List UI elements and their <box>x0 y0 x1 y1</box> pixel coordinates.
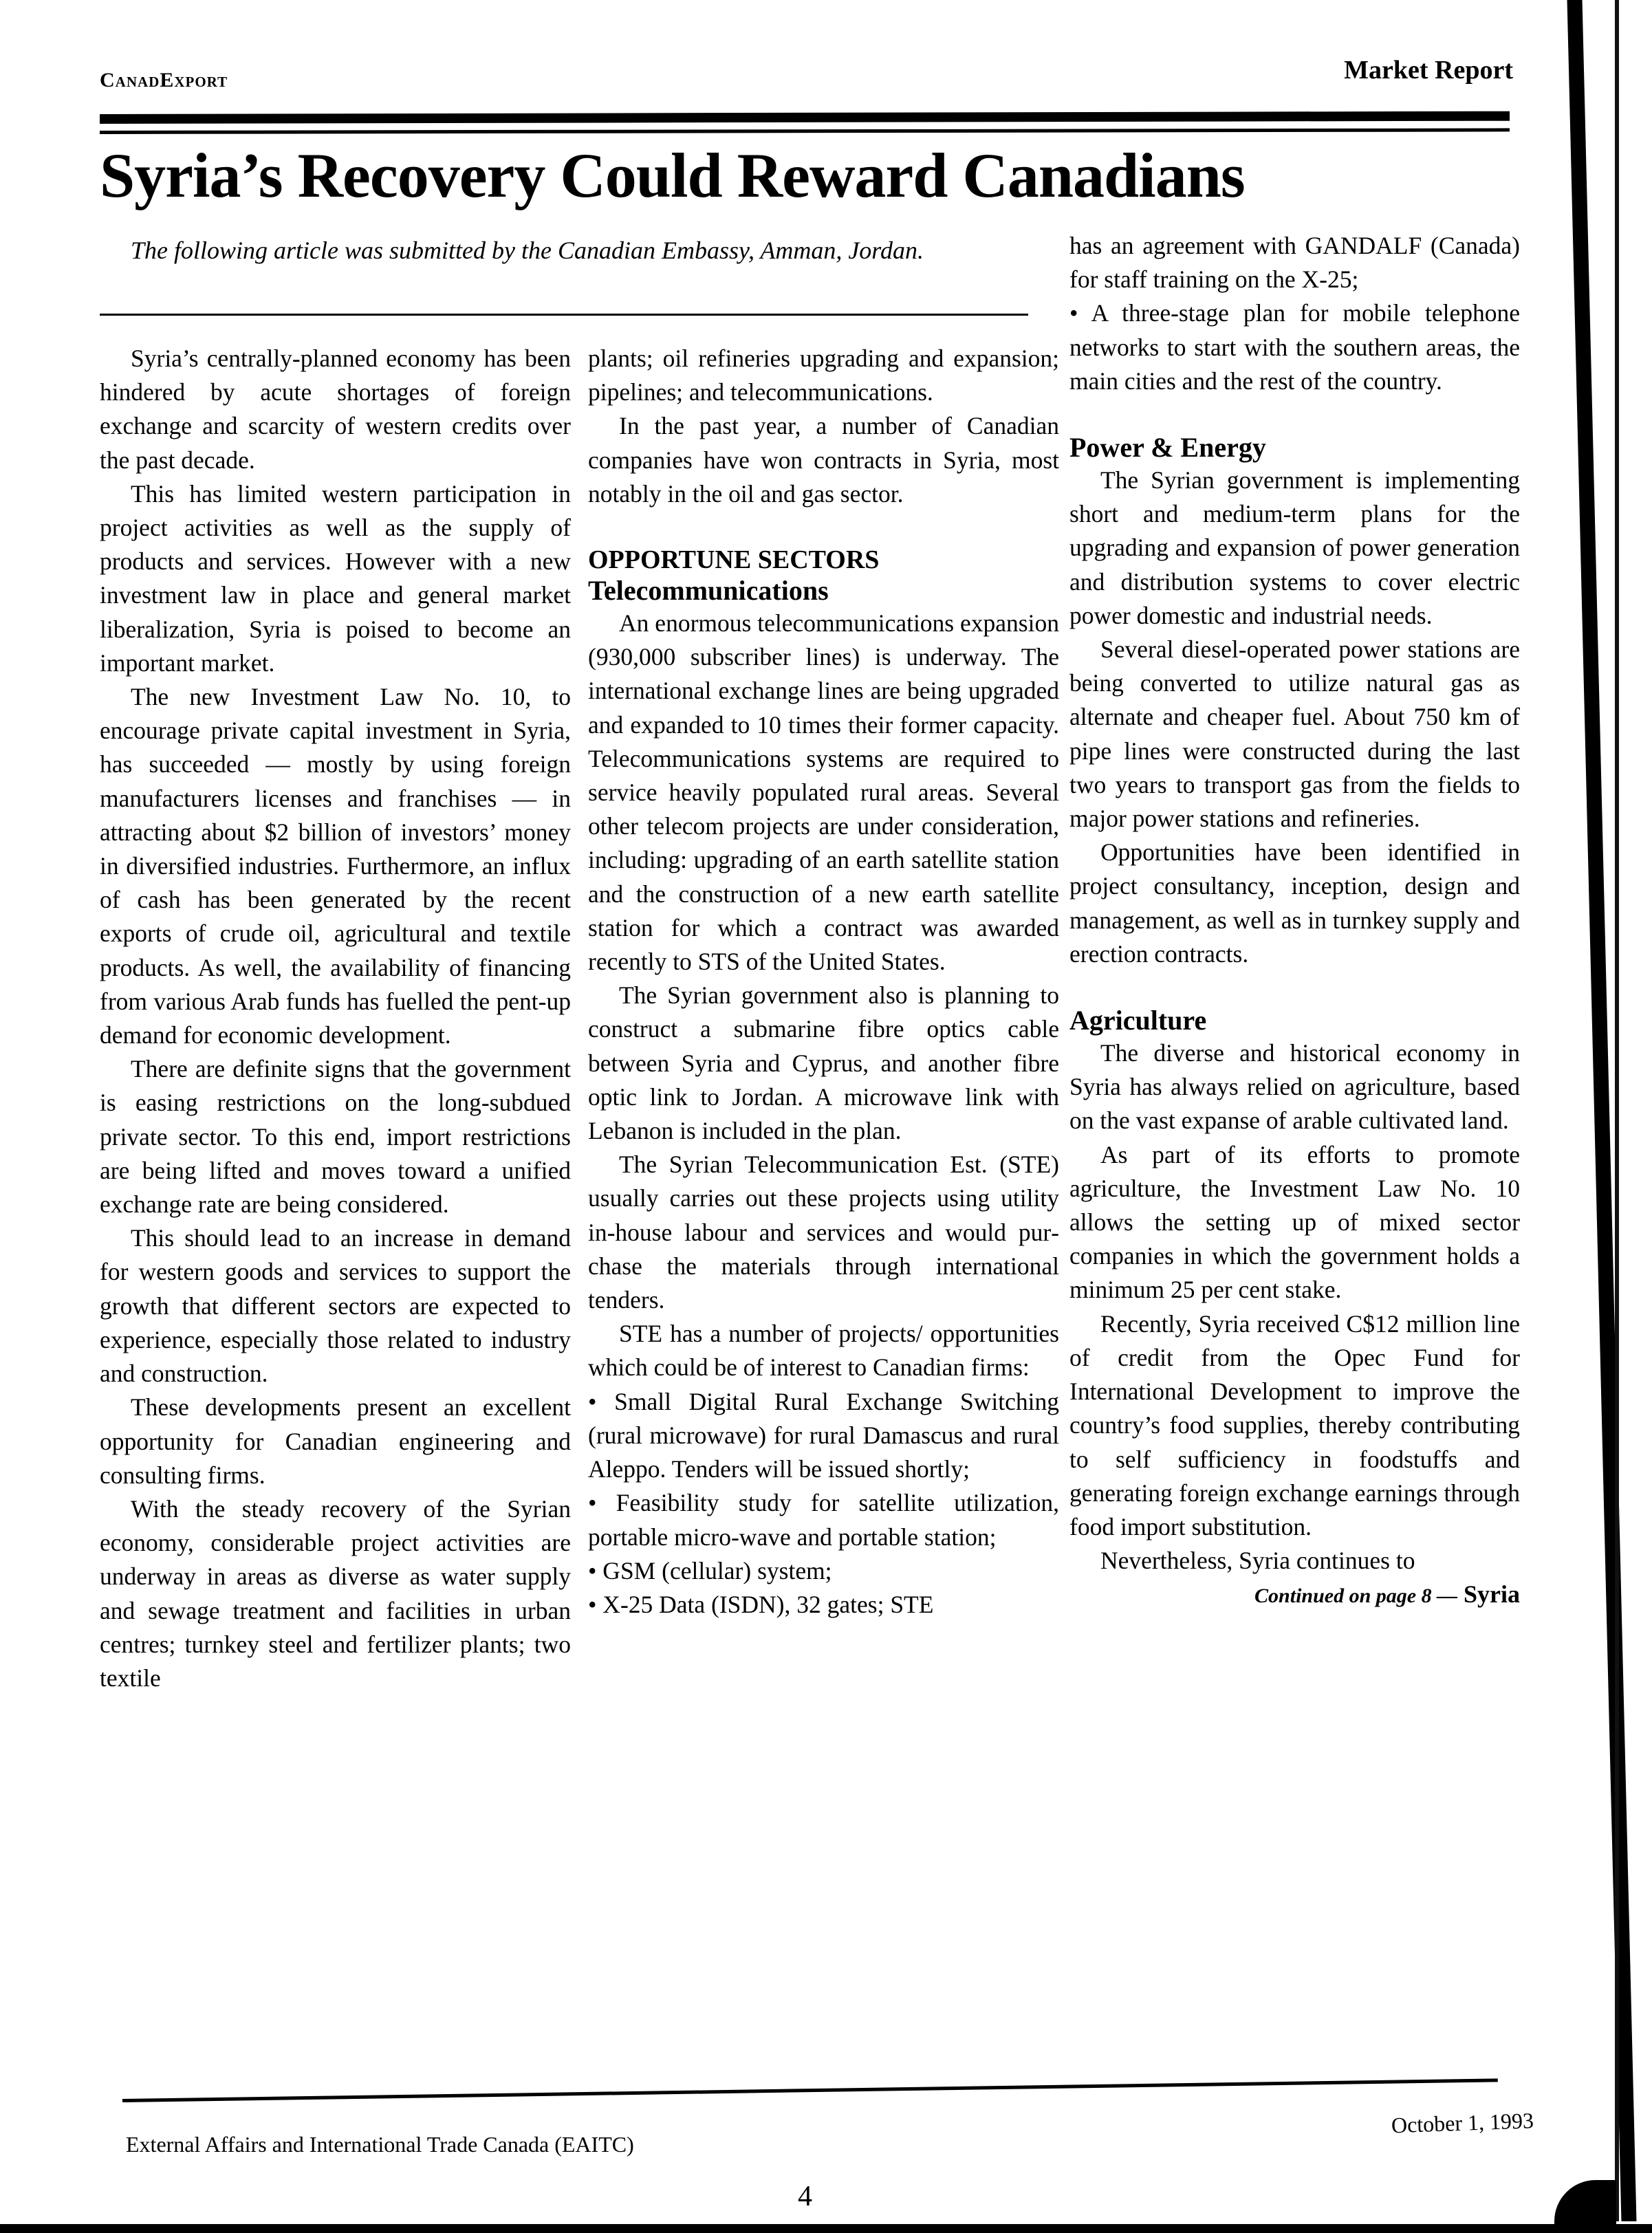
bullet-item: • A three-stage plan for mobile telephone networks to start with the southern areas, the main cities and the rest of the country. <box>1069 299 1520 395</box>
continued-on-link[interactable] <box>1069 1578 1520 1613</box>
paragraph: These developments present an excellent opportunity for Canadian engineering and consulting firms. <box>100 1393 571 1489</box>
section-label: Market Report <box>1344 56 1513 85</box>
article-title: Syria’s Recovery Could Reward Canadians <box>100 140 1245 210</box>
spacer <box>1069 398 1520 432</box>
article-intro: The following article was submitted by the Canadian Embassy, Amman, Jordan. <box>131 237 924 264</box>
scan-edge-line <box>1615 0 1619 2221</box>
bullet-item: • X-25 Data (ISDN), 32 gates; STE <box>588 1590 934 1618</box>
column-1 <box>100 342 571 1695</box>
intro-divider <box>100 314 1028 316</box>
section-heading: OPPORTUNE SECTORS <box>588 545 880 575</box>
scan-corner-shadow <box>1554 2180 1616 2228</box>
bullet-item: • Small Digital Rural Exchange Switching (rural microwave) for rural Damascus and rural Aleppo. Tenders will be issued shortly; <box>588 1387 1059 1483</box>
subheading-telecommunications: Telecommunications <box>588 575 829 607</box>
continued-label: Continued on page 8 — <box>1254 1584 1458 1608</box>
footer-date: October 1, 1993 <box>1391 2108 1534 2138</box>
paragraph: As part of its efforts to promote agriculture, the Investment Law No. 10 allows the setting up of mixed sector companies in which the government holds a minimum 25 per cent stake. <box>1069 1140 1520 1304</box>
subheading-power-energy: Power & Energy <box>1069 432 1266 464</box>
bullet-item: • GSM (cellular) system; <box>588 1556 832 1584</box>
paragraph: With the steady recovery of the Syrian economy, considerable project activities are underway in areas as diverse as water supply and sewage treatment and facilities in urban centres; turnkey steel and fertilizer plants; two textile <box>100 1494 571 1692</box>
paragraph: Syria’s centrally-planned economy has been hindered by acute shortages of foreign exchange and scarcity of western credits over the past decade. <box>100 345 571 474</box>
column-3 <box>1069 229 1520 1613</box>
paragraph: Nevertheless, Syria continues to <box>1100 1547 1415 1575</box>
continued-keyword: Syria <box>1463 1580 1520 1609</box>
paragraph-continuation: plants; oil refineries upgrading and expansion; pipelines; and telecommunications. <box>588 345 1059 406</box>
header-rule-thick <box>100 111 1510 124</box>
paragraph: Recently, Syria received C$12 million line of credit from the Opec Fund for International Development to improve the country’s food supplies, thereby contributing to self sufficiency in foodstuffs and generating foreign exchange earnings through food import substitution. <box>1069 1309 1520 1540</box>
paragraph: In the past year, a number of Canadian companies have won contracts in Syria, most notably in the oil and gas sector. <box>588 412 1059 508</box>
footer-publisher: External Affairs and International Trade Canada (EAITC) <box>126 2132 634 2157</box>
spacer <box>1069 971 1520 1005</box>
paragraph: The new Investment Law No. 10, to encourage private capital investment in Syria, has succeeded — mostly by using foreign manufacturers licenses and franchises — in attracting about $2 billion of investors’ money in diversified industries. Furthermore, an influx of cash has been generated by the recent exports of crude oil, agricultural and textile products. As well, the availability of financing from various Arab funds has fuelled the pent-up demand for economic development. <box>100 683 571 1049</box>
column-2 <box>588 342 1059 1622</box>
paragraph: The Syrian Telecommunication Est. (STE) usually carries out these projects using utility in-house labour and services and would purchase the materials through international tenders. <box>588 1151 1059 1314</box>
paragraph-continuation: has an agreement with GANDALF (Canada) for staff training on the X-25; <box>1069 232 1520 294</box>
paragraph: STE has a number of projects/ opportunities which could be of interest to Canadian firms: <box>588 1320 1059 1382</box>
paragraph: The diverse and historical economy in Syria has always relied on agriculture, based on the vast expanse of arable cultivated land. <box>1069 1039 1520 1135</box>
paragraph: There are definite signs that the government is easing restrictions on the long-subdued private sector. To this end, import restrictions are being lifted and moves toward a unified exchange rate are being considered. <box>100 1055 571 1219</box>
spacer <box>588 511 1059 545</box>
scan-edge-shadow <box>1567 0 1637 2221</box>
bullet-item: • Feasibility study for satellite utilization, portable micro-wave and portable station; <box>588 1489 1059 1551</box>
page-number: 4 <box>798 2181 812 2212</box>
header-rule-thin <box>100 128 1510 134</box>
paragraph: Opportunities have been identified in project consultancy, inception, design and management, as well as in turnkey supply and erection contracts. <box>1069 838 1520 968</box>
paragraph: This should lead to an increase in demand for western goods and services to support the growth that different sectors are expected to experience, especially those related to industry and construction. <box>100 1224 571 1388</box>
footer-rule <box>122 2078 1498 2102</box>
paragraph: An enormous telecommunications expansion (930,000 subscriber lines) is underway. The international exchange lines are being upgraded and expanded to 10 times their former capacity. Telecommunications systems are required to service heavily populated rural areas. Several other telecom projects are under consideration, including: upgrading of an earth satellite station and the construction of a new earth satellite station for which a contract was awarded recently to STS of the United States. <box>588 609 1059 976</box>
paragraph: Several diesel-operated power stations are being converted to utilize natural gas as alternate and cheaper fuel. About 750 km of pipe lines were constructed during the last two years to transport gas from the fields to major power stations and refineries. <box>1069 635 1520 833</box>
paragraph: The Syrian government also is planning to construct a submarine fibre optics cable between Syria and Cyprus, and another fibre optic link to Jordan. A microwave link with Lebanon is included in the plan. <box>588 981 1059 1145</box>
paragraph: This has limited western participation in project activities as well as the supply of products and services. However with a new investment law in place and general market liberalization, Syria is poised to become an important market. <box>100 479 571 677</box>
paragraph: The Syrian government is implementing short and medium-term plans for the upgrading and expansion of power generation and distribution systems to cover electric power domestic and industrial needs. <box>1069 466 1520 629</box>
subheading-agriculture: Agriculture <box>1069 1005 1207 1036</box>
scan-bottom-edge <box>0 2224 1652 2233</box>
publication-name: CanadExport <box>100 69 228 91</box>
